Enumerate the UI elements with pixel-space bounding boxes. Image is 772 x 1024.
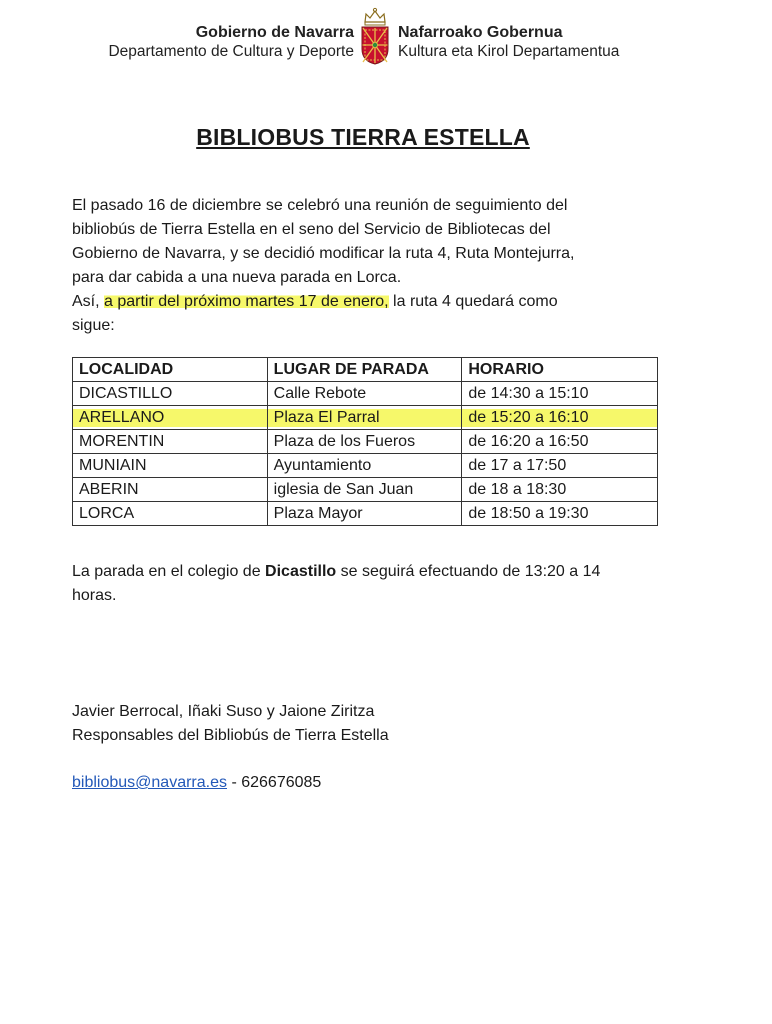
table-row <box>73 454 658 478</box>
signature-block <box>72 700 642 748</box>
intro-line: bibliobús de Tierra Estella en el seno del Servicio de Bibliotecas del <box>72 221 551 238</box>
column-header-lugar: LUGAR DE PARADA <box>267 358 462 382</box>
phone-number: 626676085 <box>241 774 322 791</box>
signature-role: Responsables del Bibliobús de Tierra Estella <box>72 727 389 744</box>
note-place: Dicastillo <box>265 563 337 580</box>
signature-names: Javier Berrocal, Iñaki Suso y Jaione Ziritza <box>72 703 375 720</box>
intro-line: Gobierno de Navarra, y se decidió modificar la ruta 4, Ruta Montejurra, <box>72 245 575 262</box>
highlighted-date: a partir del próximo martes 17 de enero, <box>104 293 389 310</box>
email-link[interactable]: bibliobus@navarra.es <box>72 774 227 791</box>
cell-horario: de 18:50 a 19:30 <box>462 502 658 526</box>
cell-lugar: Plaza Mayor <box>267 502 462 526</box>
letterhead <box>0 4 772 66</box>
cell-horario: de 16:20 a 16:50 <box>462 430 658 454</box>
intro-line <box>72 290 642 314</box>
column-header-localidad: LOCALIDAD <box>73 358 268 382</box>
intro-text: la ruta 4 quedará como <box>388 293 558 310</box>
table-row <box>73 478 658 502</box>
cell-localidad: MUNIAIN <box>73 454 268 478</box>
page-title: BIBLIOBUS TIERRA ESTELLA <box>196 124 530 150</box>
letterhead-spanish <box>108 24 354 61</box>
table-row-highlighted <box>73 406 658 430</box>
note-paragraph <box>72 560 642 608</box>
table-row <box>73 502 658 526</box>
cell-horario: de 17 a 17:50 <box>462 454 658 478</box>
cell-lugar: Plaza de los Fueros <box>267 430 462 454</box>
cell-localidad: DICASTILLO <box>73 382 268 406</box>
government-name-eu: Nafarroako Gobernua <box>398 24 563 41</box>
schedule-table <box>72 357 658 526</box>
note-line: horas. <box>72 587 117 604</box>
intro-line: para dar cabida a una nueva parada en Lorca. <box>72 269 402 286</box>
cell-localidad: LORCA <box>73 502 268 526</box>
note-line <box>72 560 642 584</box>
cell-localidad: ABERIN <box>73 478 268 502</box>
column-header-horario: HORARIO <box>462 358 658 382</box>
department-name-eu: Kultura eta Kirol Departamentua <box>398 43 620 60</box>
intro-line: El pasado 16 de diciembre se celebró una reunión de seguimiento del <box>72 197 568 214</box>
table-row <box>73 382 658 406</box>
contact-separator: - <box>227 774 242 791</box>
intro-line: sigue: <box>72 317 115 334</box>
cell-localidad: MORENTIN <box>73 430 268 454</box>
cell-localidad: ARELLANO <box>73 406 268 430</box>
government-name-es: Gobierno de Navarra <box>195 24 354 41</box>
cell-lugar: iglesia de San Juan <box>267 478 462 502</box>
cell-lugar: Plaza El Parral <box>267 406 462 430</box>
cell-horario: de 15:20 a 16:10 <box>462 406 658 430</box>
cell-horario: de 18 a 18:30 <box>462 478 658 502</box>
department-name-es: Departamento de Cultura y Deporte <box>108 43 354 60</box>
intro-text: Así, <box>72 293 105 310</box>
cell-lugar: Ayuntamiento <box>267 454 462 478</box>
navarra-coat-of-arms-icon <box>357 6 393 66</box>
table-row <box>73 430 658 454</box>
table-header-row <box>73 358 658 382</box>
cell-horario: de 14:30 a 15:10 <box>462 382 658 406</box>
intro-paragraph <box>72 194 642 338</box>
cell-lugar: Calle Rebote <box>267 382 462 406</box>
contact-line <box>72 771 642 795</box>
note-text: se seguirá efectuando de 13:20 a 14 <box>336 563 601 580</box>
note-text: La parada en el colegio de <box>72 563 266 580</box>
letterhead-basque <box>398 24 619 61</box>
